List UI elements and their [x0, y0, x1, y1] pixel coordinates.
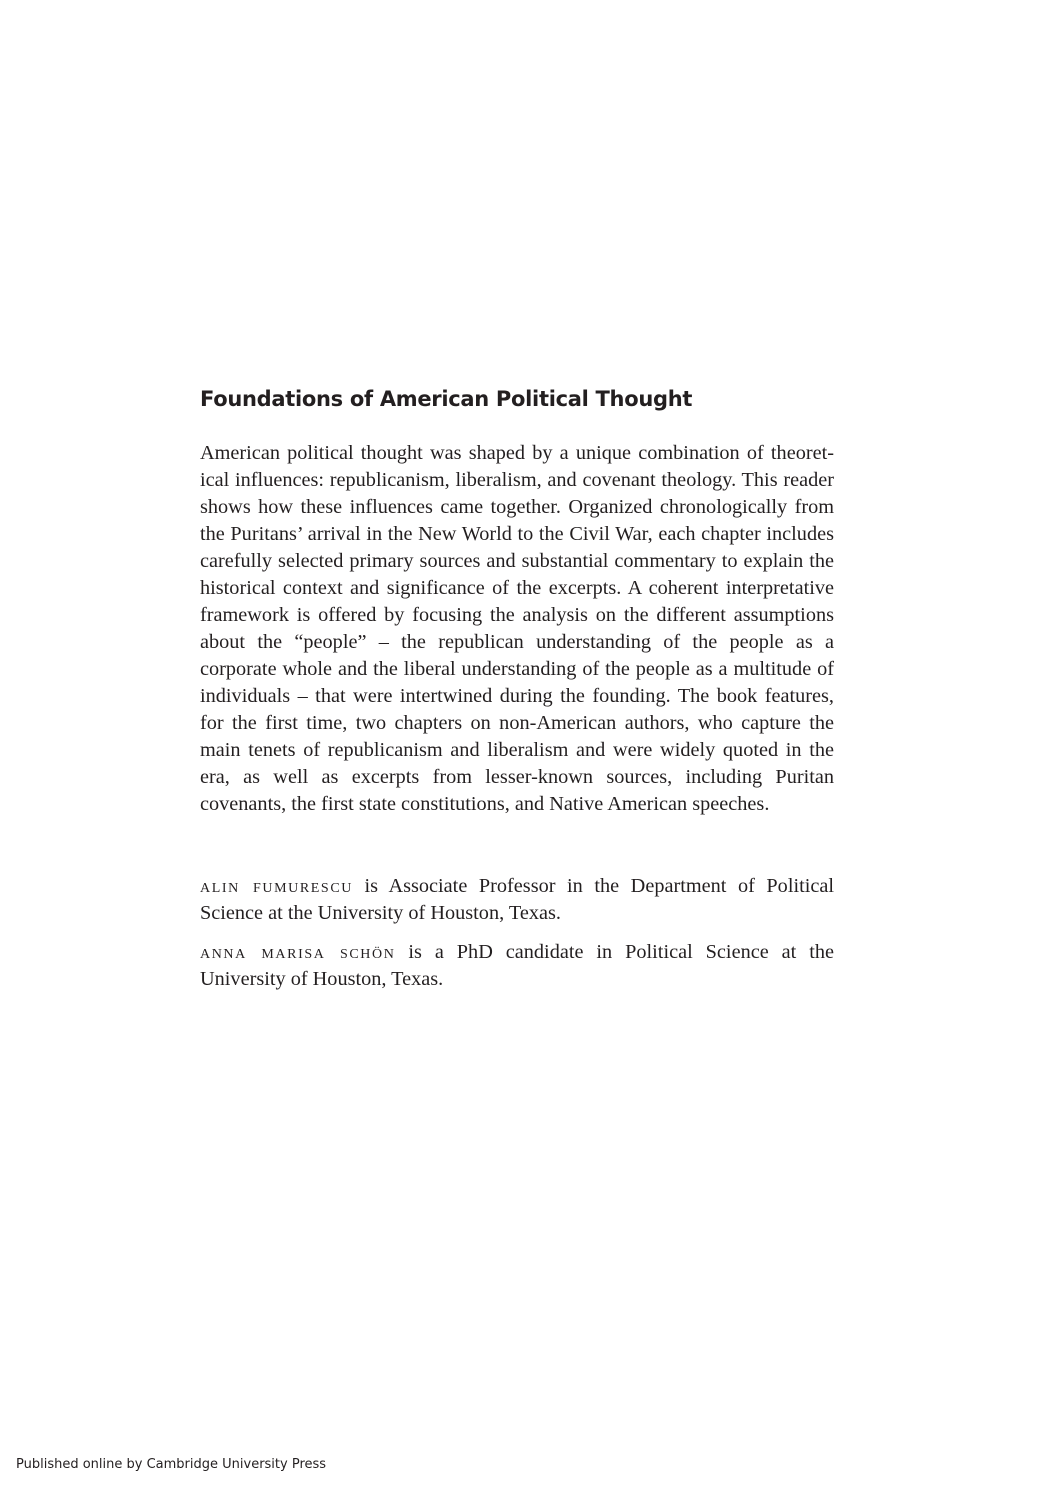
book-title: Foundations of American Political Thought	[200, 387, 693, 411]
author-bio-text-fumurescu: is Associate Professor in the Department of Political Science at the University of Houston, Texas.	[200, 875, 834, 924]
publisher-footer: Published online by Cambridge University Press	[16, 1457, 327, 1472]
book-description: American political thought was shaped by a unique combination of theoretical influences: republicanism, liberalism, and covenant theology. This reader shows how these influences came together. Organized chronologically from the Puritans’ arrival in the New World to the Civil War, each chapter includes carefully selected primary sources and substantial commentary to explain the historical context and significance of the excerpts. A coherent interpretative framework is offered by focusing the analysis on the different assumptions about the “people” – the republican understanding of the people as a corporate whole and the liberal understanding of the people as a multitude of individuals – that were intertwined during the founding. The book features, for the first time, two chapters on non-American authors, who capture the main tenets of republicanism and liberalism and were widely quoted in the era, as well as excerpts from lesser-known sources, including Puritan covenants, the first state constitutions, and Native American speeches.	[200, 442, 834, 815]
author-name-schon: anna marisa schön	[200, 941, 396, 963]
author-name-fumurescu: alin fumurescu	[200, 875, 353, 897]
author-bio-text-schon: is a PhD candidate in Political Science at the University of Houston, Texas.	[200, 941, 834, 990]
author-bio-fumurescu	[200, 873, 834, 927]
author-bio-schon	[200, 939, 834, 993]
